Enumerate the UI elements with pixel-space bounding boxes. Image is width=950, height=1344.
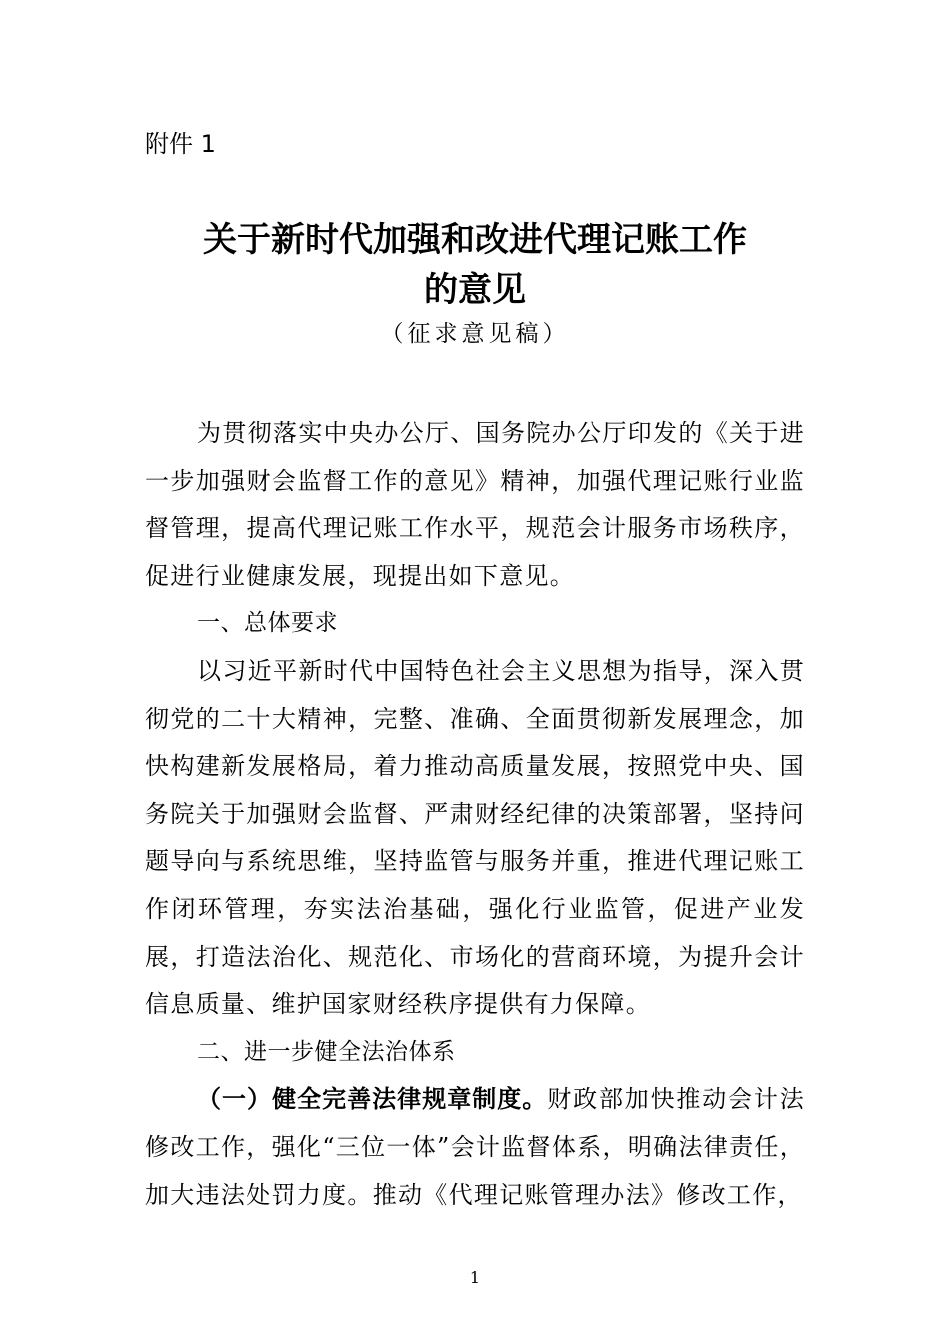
document-title-line-2: 的意见 [424,270,526,310]
attachment-label: 附件 1 [145,130,216,158]
draft-subtitle: （征求意见稿） [380,321,570,347]
page-number: 1 [469,1268,481,1287]
subsection-lead: （一）健全完善法律规章制度。 [197,1085,548,1114]
document-title-line-1: 关于新时代加强和改进代理记账工作 [203,220,747,260]
intro-paragraph: 为贯彻落实中央办公厅、国务院办公厅印发的《关于进一步加强财会监督工作的意见》精神，加强代理记账行业监督管理，提高代理记账工作水平，规范会计服务市场秩序，促进行业健康发展，现提出如下意见。 [145,419,805,590]
section-heading-general-requirements: 一、总体要求 [197,610,338,637]
general-requirements-paragraph: 以习近平新时代中国特色社会主义思想为指导，深入贯彻党的二十大精神，完整、准确、全面贯彻新发展理念，加快构建新发展格局，着力推动高质量发展，按照党中央、国务院关于加强财会监督、严肃财经纪律的决策部署，坚持问题导向与系统思维，坚持监管与服务并重，推进代理记账工作闭环管理，夯实法治基础，强化行业监管，促进产业发展，打造法治化、规范化、市场化的营商环境，为提升会计信息质量、维护国家财经秩序提供有力保障。 [145,656,805,1019]
subsection-text: 财政部加快推动会计法修改工作，强化“三位一体”会计监督体系，明确法律责任，加大违法处罚力度。推动《代理记账管理办法》修改工作， [145,1085,806,1209]
legal-system-paragraph [145,1076,805,1219]
section-heading-legal-system: 二、进一步健全法治体系 [197,1038,456,1065]
document-body [145,410,805,1219]
